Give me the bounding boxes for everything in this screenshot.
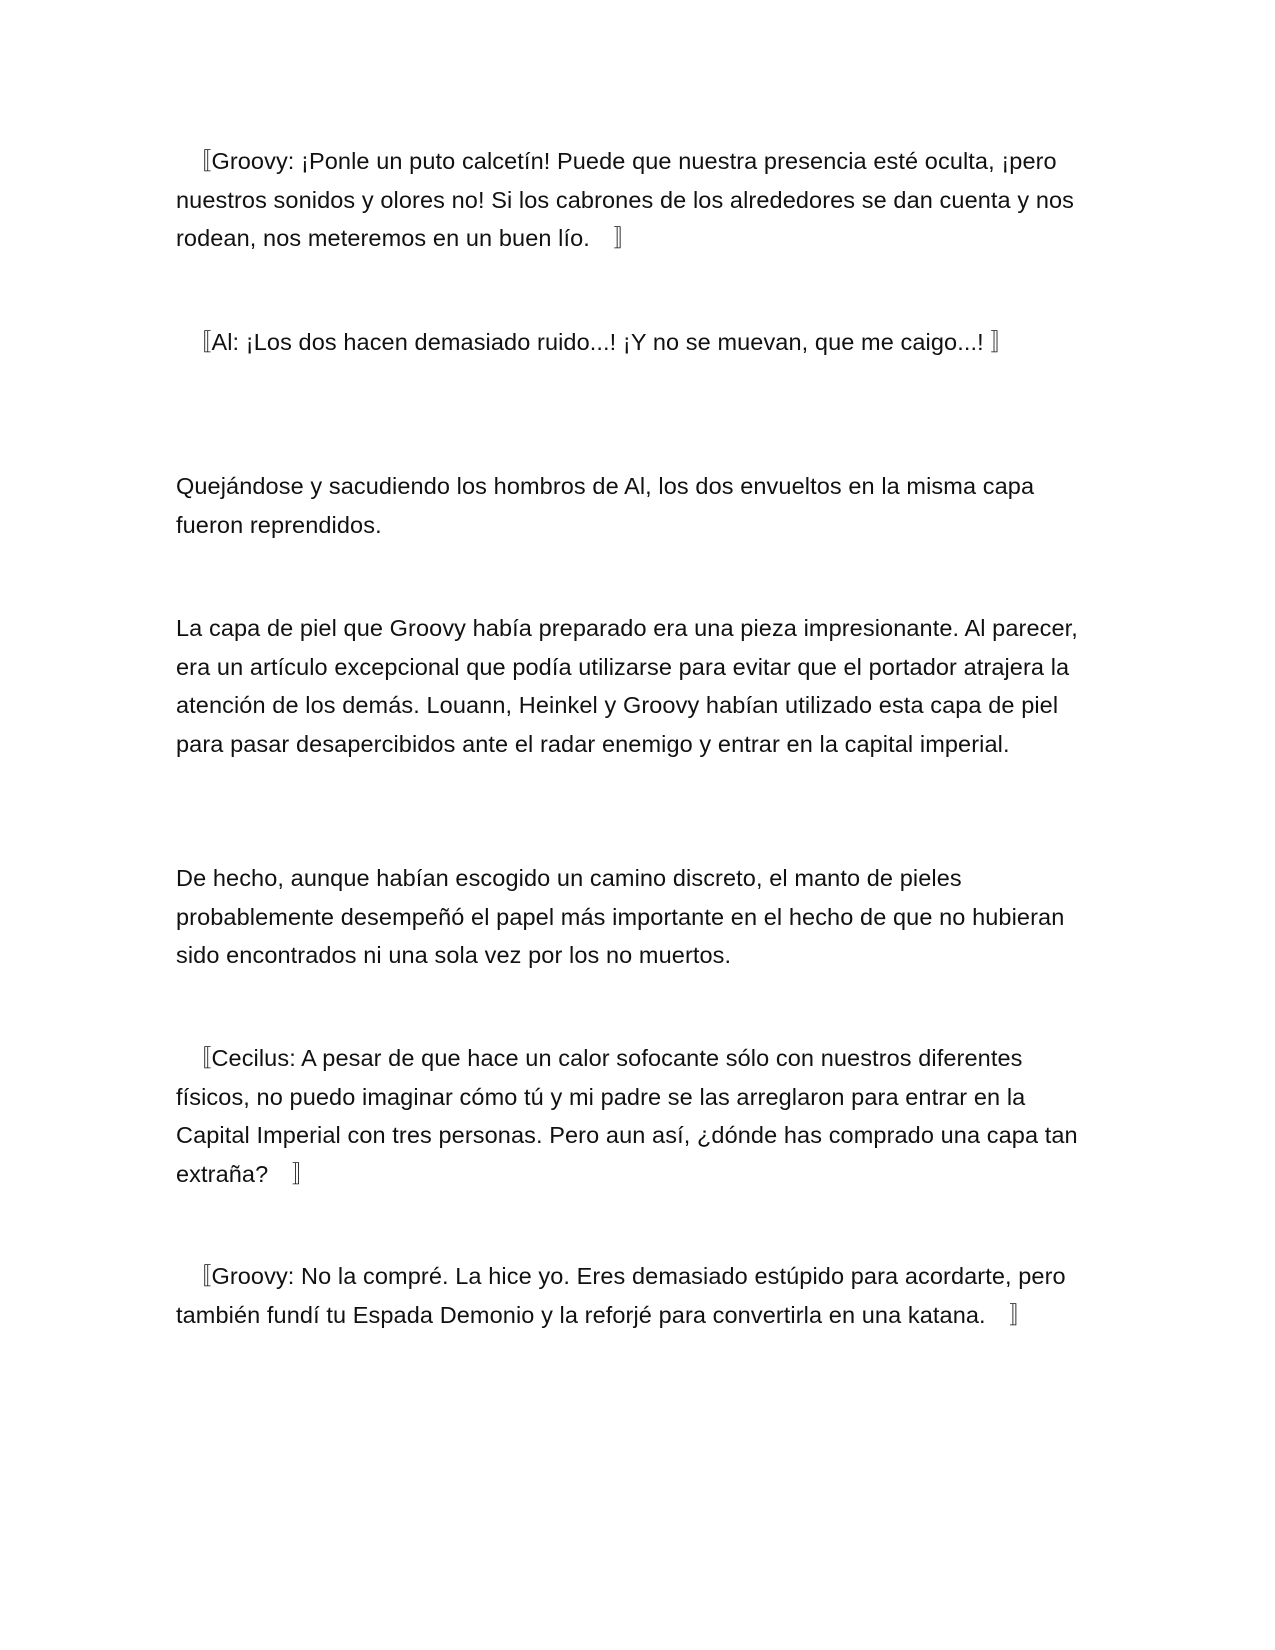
paragraph-narration-3: De hecho, aunque habían escogido un camino discreto, el manto de pieles probablemente desempeñó el papel más importante en el hecho de que no hubieran sido encontrados ni una sola vez por los no muertos. <box>176 865 1065 968</box>
paragraph-narration-2: La capa de piel que Groovy había preparado era una pieza impresionante. Al parecer, era un artículo excepcional que podía utilizarse para evitar que el portador atrajera la atención de los demás. Louann, Heinkel y Groovy habían utilizado esta capa de piel para pasar desapercibidos ante el radar enemigo y entrar en la capital imperial. <box>176 615 1078 757</box>
paragraph-narration-1: Quejándose y sacudiendo los hombros de Al, los dos envueltos en la misma capa fueron reprendidos. <box>176 473 1035 538</box>
paragraph-groovy-dialogue-2: 〚Groovy: No la compré. La hice yo. Eres demasiado estúpido para acordarte, pero también fundí tu Espada Demonio y la reforjé para convertirla en una katana. 〛 <box>176 1263 1066 1328</box>
paragraph-groovy-dialogue-1: 〚Groovy: ¡Ponle un puto calcetín! Puede que nuestra presencia esté oculta, ¡pero nuestros sonidos y olores no! Si los cabrones de los alrededores se dan cuenta y nos rodean, nos meteremos en un buen lío. 〛 <box>176 148 1075 251</box>
paragraph-al-dialogue: 〚Al: ¡Los dos hacen demasiado ruido...! ¡Y no se muevan, que me caigo...! 〛 <box>176 329 1014 355</box>
paragraph-cecilus-dialogue: 〚Cecilus: A pesar de que hace un calor sofocante sólo con nuestros diferentes físicos, no puedo imaginar cómo tú y mi padre se las arreglaron para entrar en la Capital Imperial con tres personas. Pero aun así, ¿dónde has comprado una capa tan extraña? 〛 <box>176 1045 1078 1187</box>
